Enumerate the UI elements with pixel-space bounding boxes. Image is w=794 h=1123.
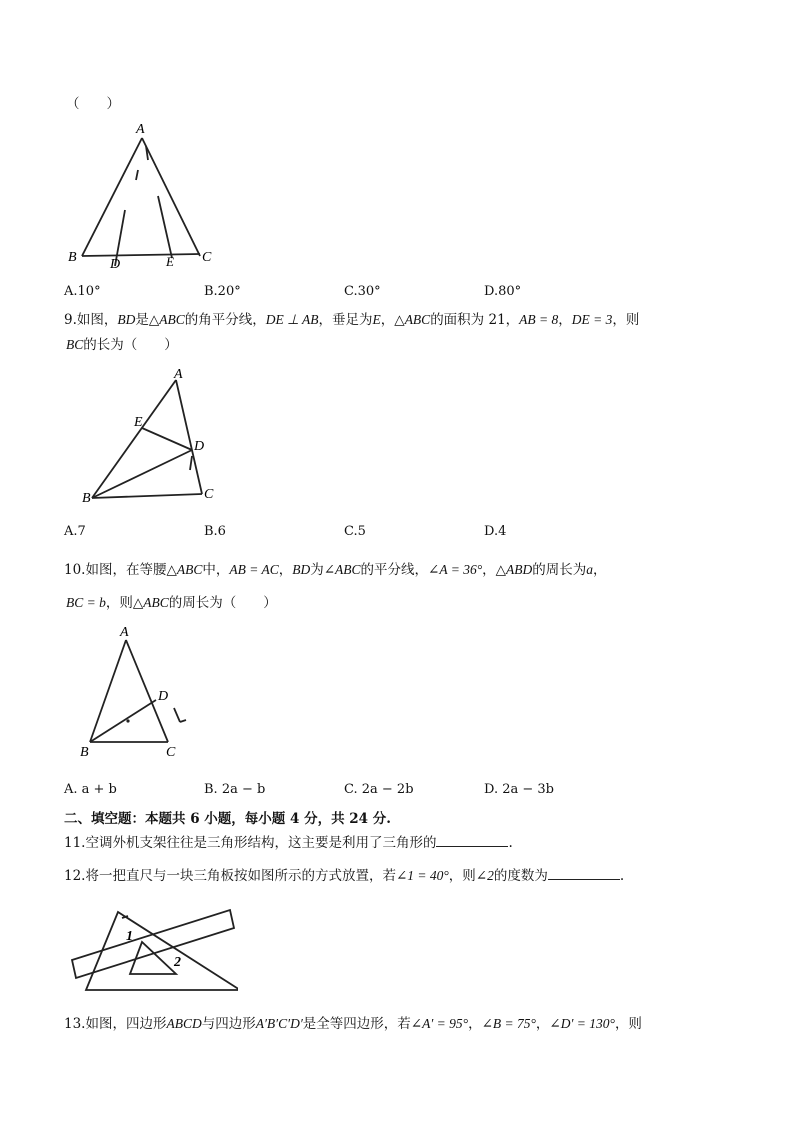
q8-option-a: A.10° — [64, 284, 101, 299]
q11-answer-blank[interactable] — [436, 834, 508, 847]
q12-label-1: 1 — [126, 929, 133, 944]
q12-figure — [66, 902, 238, 996]
q10-label-d: D — [158, 689, 169, 704]
q10-option-a: A. a + b — [64, 782, 117, 797]
q8-option-d: D.80° — [484, 284, 522, 299]
q9-option-b: B.6 — [204, 524, 226, 539]
q8-label-e: E — [166, 254, 174, 269]
q8-figure — [60, 118, 230, 273]
q8-label-a: A — [136, 122, 145, 137]
q9-option-c: C.5 — [344, 524, 366, 539]
q9-option-a: A.7 — [64, 524, 86, 539]
q13-text: 13.如图，四边形ABCD与四边形A′B′C′D′是全等四边形，若∠A′ = 95°，∠B = 75°，∠D′ = 130°，则 — [64, 1016, 642, 1032]
q12-text: 12.将一把直尺与一块三角板按如图所示的方式放置，若∠1 = 40°，则∠2的度数为 . — [64, 868, 625, 884]
q9-label-e: E — [134, 415, 143, 430]
q9-label-c: C — [204, 487, 214, 502]
q8-answer-paren: （ ） — [66, 96, 120, 112]
q10-figure — [76, 622, 206, 762]
q8-option-c: C.30° — [344, 284, 381, 299]
q9-label-d: D — [194, 439, 205, 454]
q9-option-d: D.4 — [484, 524, 507, 539]
q10-option-c: C. 2a − 2b — [344, 782, 414, 797]
q9-figure — [80, 364, 230, 510]
q11-text: 11.空调外机支架往往是三角形结构，这主要是利用了三角形的 . — [64, 835, 513, 851]
q8-label-b: B — [68, 250, 77, 265]
q10-label-b: B — [80, 745, 89, 760]
q9-stem-line1: 9.如图，BD是△ABC的角平分线，DE ⊥ AB，垂足为E，△ABC的面积为 21，AB = 8，DE = 3，则 — [64, 312, 640, 328]
q10-tick-mark — [126, 719, 129, 722]
q9-label-a: A — [174, 367, 183, 382]
q10-stem-line2: BC = b，则△ABC的周长为（ ） — [66, 595, 277, 611]
q9-stem-line2: BC的长为（ ） — [66, 337, 178, 353]
q12-label-2: 2 — [174, 955, 181, 970]
q12-answer-blank[interactable] — [548, 867, 620, 880]
q10-option-b: B. 2a − b — [204, 782, 266, 797]
q8-label-c: C — [202, 250, 212, 265]
q9-label-b: B — [82, 491, 91, 506]
q10-stem-line1: 10.如图，在等腰△ABC中，AB = AC，BD为∠ABC的平分线，∠A = 36°，△ABD的周长为a， — [64, 562, 607, 578]
q10-label-a: A — [120, 625, 129, 640]
q10-option-d: D. 2a − 3b — [484, 782, 554, 797]
q10-label-c: C — [166, 745, 176, 760]
section2-heading: 二、填空题：本题共 6 小题，每小题 4 分，共 24 分. — [64, 811, 391, 827]
q8-label-d: D — [110, 257, 121, 272]
q8-option-b: B.20° — [204, 284, 241, 299]
